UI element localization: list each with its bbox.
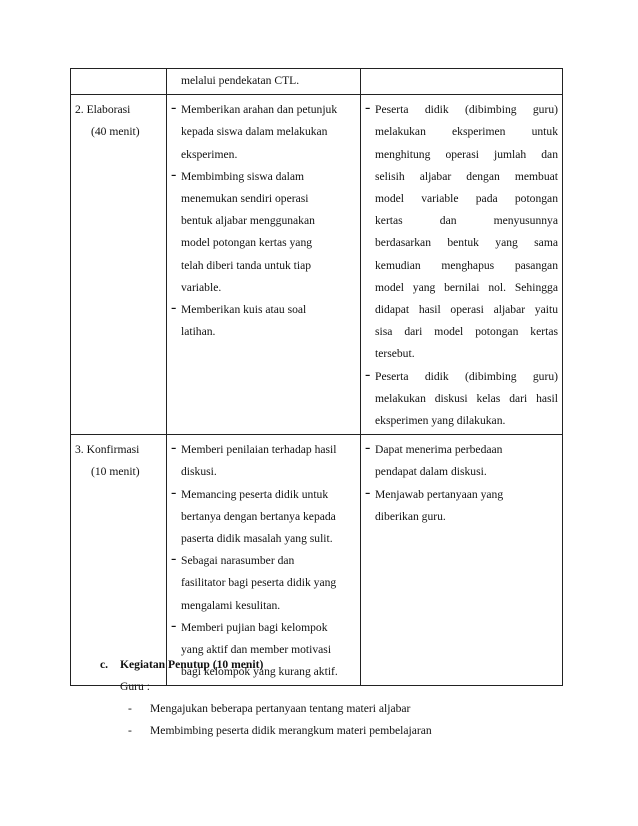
- stage-label: (10 menit): [91, 465, 140, 479]
- text-line: Memberikan kuis atau soal: [181, 303, 307, 317]
- text-line: Memberi penilaian terhadap hasil: [181, 443, 337, 457]
- list-item-text: [181, 484, 356, 551]
- dash-marker: -: [365, 365, 371, 383]
- list-item: [365, 99, 558, 365]
- list-item: [365, 484, 558, 528]
- list-item-text: [181, 439, 356, 483]
- text-line: sisa dari model potongan kertas: [375, 325, 558, 339]
- teacher-activity-cell: [167, 95, 361, 435]
- student-activity-cell: [361, 95, 563, 435]
- list-item-text: [375, 484, 558, 528]
- dash-marker: -: [365, 99, 371, 117]
- closing-activities-section: [100, 654, 560, 742]
- text-line: mengalami kesulitan.: [181, 598, 281, 612]
- section-title: Kegiatan Penutup (10 menit): [120, 658, 264, 671]
- dash-marker: -: [365, 439, 371, 457]
- text-line: Memberi pujian bagi kelompok: [181, 620, 328, 634]
- student-activity-cell: [361, 435, 563, 686]
- dash-marker: -: [128, 702, 132, 715]
- list-item: [171, 99, 356, 166]
- text-line: didapat hasil operasi aljabar yaitu: [375, 303, 558, 317]
- text-line: Peserta didik (dibimbing guru): [375, 369, 558, 383]
- dash-marker: -: [171, 550, 177, 568]
- list-item: [100, 720, 560, 742]
- student-activity-cell: [361, 69, 563, 95]
- list-item: [171, 439, 356, 483]
- text-line: bagi kelompok yang kurang aktif.: [181, 665, 338, 679]
- text-line: selisih aljabar dengan membuat: [375, 169, 558, 183]
- text-line: Membimbing siswa dalam: [181, 169, 305, 183]
- text-line: kertas dan menyusunnya: [375, 214, 558, 228]
- dash-marker: -: [171, 299, 177, 317]
- stage-cell: [71, 69, 167, 95]
- dash-marker: -: [171, 483, 177, 501]
- list-item-text: [181, 550, 356, 617]
- text-line: tersebut.: [375, 347, 415, 361]
- teacher-activity-cell: [167, 69, 361, 95]
- text-line: eksperimen.: [181, 147, 238, 161]
- text-line: melalui pendekatan CTL.: [181, 74, 300, 87]
- teacher-activity-cell: [167, 435, 361, 686]
- text-line: yang aktif dan member motivasi: [181, 643, 332, 657]
- text-line: kemudian menghapus pasangan: [375, 258, 558, 272]
- text-line: menghitung operasi jumlah dan: [375, 147, 558, 161]
- list-item-text: [375, 439, 558, 483]
- list-item: [171, 550, 356, 617]
- dash-marker: -: [171, 439, 177, 457]
- text-line: melakukan eksperimen untuk: [375, 125, 558, 139]
- list-item-text: [181, 99, 356, 166]
- text-line: eksperimen yang dilakukan.: [375, 414, 506, 428]
- lesson-activity-table: [70, 68, 563, 686]
- section-letter: c.: [100, 658, 109, 671]
- list-item-text: [181, 299, 356, 343]
- dash-marker: -: [171, 99, 177, 117]
- list-item: [100, 698, 560, 720]
- list-item: [365, 366, 558, 433]
- text-line: berdasarkan bentuk yang sama: [375, 236, 558, 250]
- text-line: model yang bernilai nol. Sehingga: [375, 280, 558, 294]
- text-line: diberikan guru.: [375, 509, 446, 523]
- text-line: bertanya dengan bertanya kepada: [181, 509, 336, 523]
- text-line: paserta didik masalah yang sulit.: [181, 532, 333, 546]
- text-line: Menjawab pertanyaan yang: [375, 487, 504, 501]
- list-item: [171, 484, 356, 551]
- table-row: [71, 69, 563, 95]
- table-row: [71, 95, 563, 435]
- text-line: Memberikan arahan dan petunjuk: [181, 103, 338, 117]
- list-item: [171, 299, 356, 343]
- stage-label: (40 menit): [91, 125, 140, 139]
- section-subtitle: Guru :: [120, 680, 150, 693]
- text-line: melakukan diskusi kelas dari hasil: [375, 391, 558, 405]
- text-line: fasilitator bagi peserta didik yang: [181, 576, 337, 590]
- text-line: Dapat menerima perbedaan: [375, 443, 503, 457]
- table-row: [71, 435, 563, 686]
- text-line: model variable pada potongan: [375, 192, 558, 206]
- text-line: diskusi.: [181, 465, 217, 479]
- list-item: [171, 166, 356, 299]
- dash-marker: -: [365, 483, 371, 501]
- text-line: Peserta didik (dibimbing guru): [375, 103, 558, 117]
- stage-label: 3. Konfirmasi: [75, 443, 140, 457]
- list-item-text: [375, 99, 558, 365]
- stage-cell: [71, 95, 167, 435]
- list-item-text: [181, 166, 356, 299]
- text-line: telah diberi tanda untuk tiap: [181, 258, 312, 272]
- stage-label: 2. Elaborasi: [75, 103, 131, 117]
- text-line: kepada siswa dalam melakukan: [181, 125, 328, 139]
- text-line: bentuk aljabar menggunakan: [181, 214, 315, 228]
- text-line: Sebagai narasumber dan: [181, 554, 295, 568]
- text-line: latihan.: [181, 325, 216, 339]
- list-item-text: [375, 366, 558, 433]
- dash-marker: -: [171, 616, 177, 634]
- dash-marker: -: [171, 165, 177, 183]
- list-item-text: Membimbing peserta didik merangkum materi pembelajaran: [150, 724, 432, 737]
- text-line: pendapat dalam diskusi.: [375, 465, 487, 479]
- dash-marker: -: [128, 724, 132, 737]
- section-heading: [100, 654, 560, 676]
- text-line: menemukan sendiri operasi: [181, 192, 309, 206]
- text-line: Memancing peserta didik untuk: [181, 487, 329, 501]
- text-line: variable.: [181, 280, 222, 294]
- stage-cell: [71, 435, 167, 686]
- text-line: model potongan kertas yang: [181, 236, 313, 250]
- list-item: [365, 439, 558, 483]
- list-item-text: Mengajukan beberapa pertanyaan tentang materi aljabar: [150, 702, 411, 715]
